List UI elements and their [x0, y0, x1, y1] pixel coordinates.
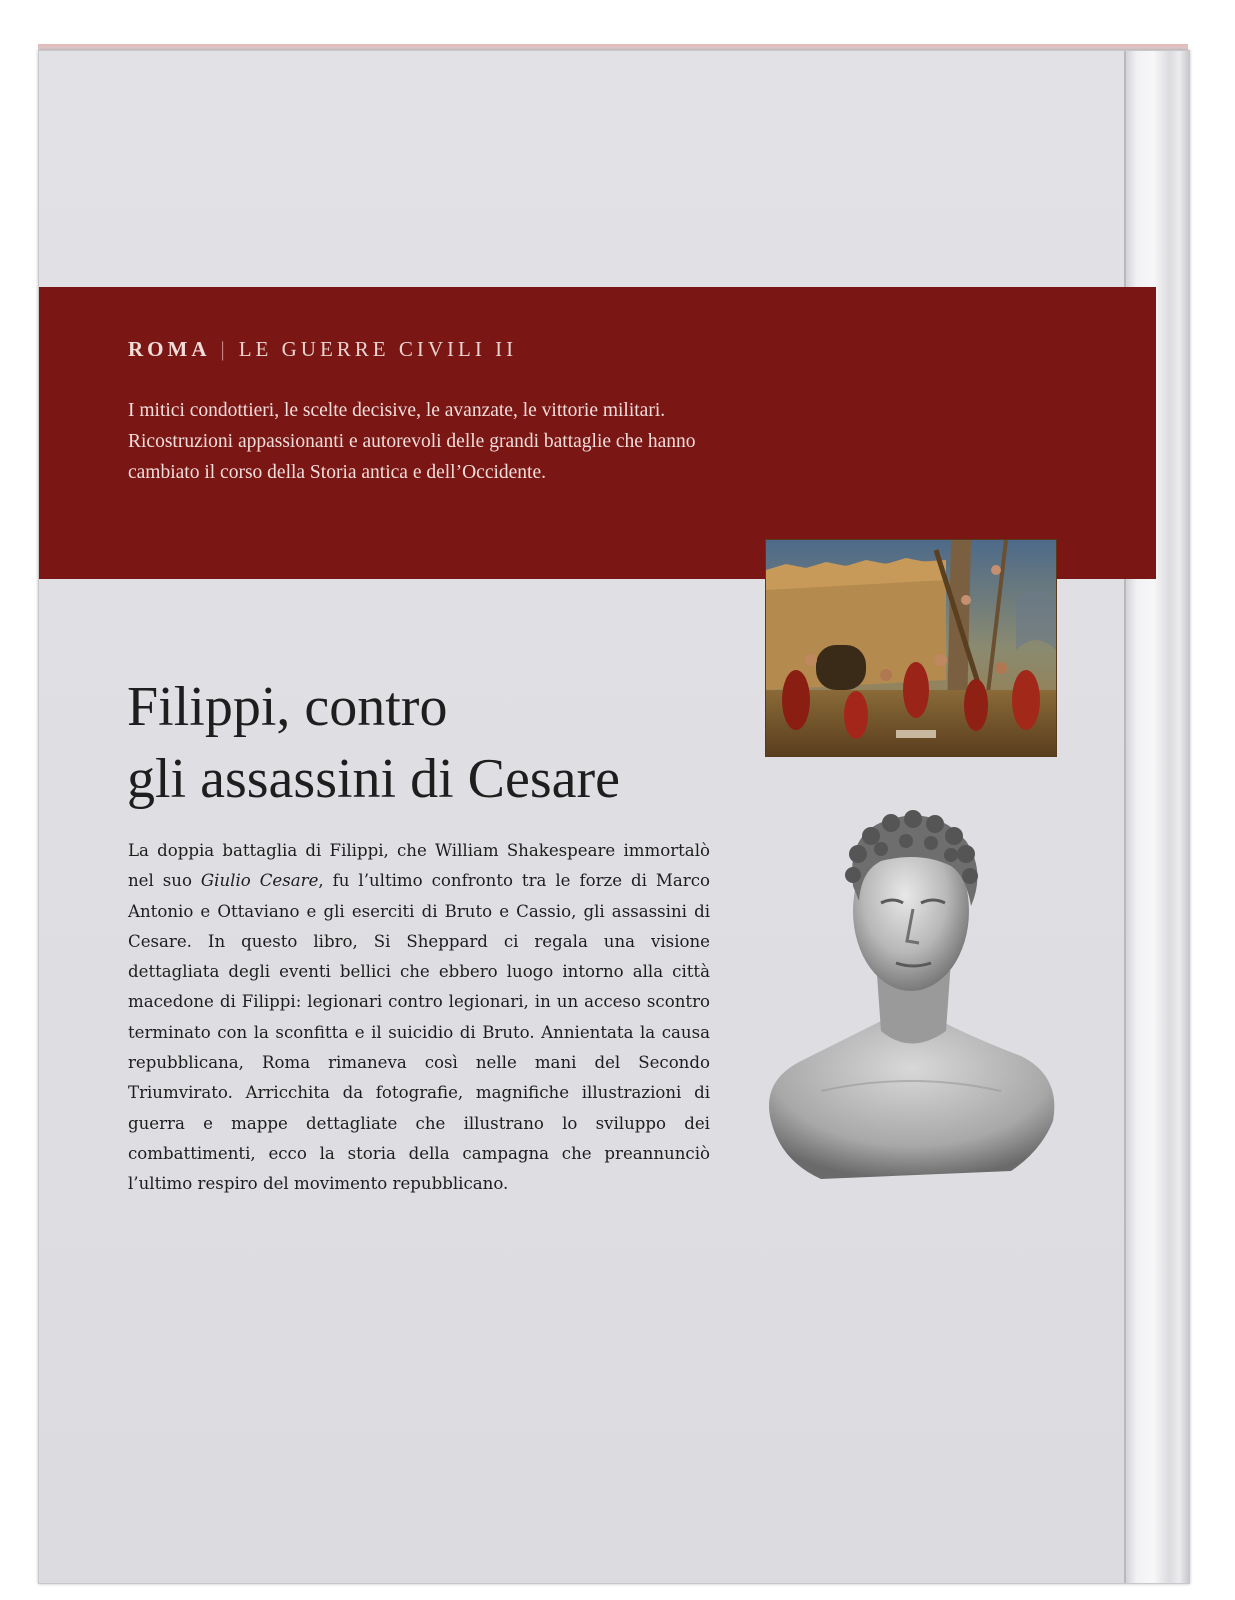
- series-subtitle: LE GUERRE CIVILI II: [238, 337, 518, 361]
- battle-painting-image: [765, 539, 1057, 757]
- description-paragraph: [128, 836, 710, 1200]
- title-line-2: gli assassini di Cesare: [127, 748, 621, 810]
- spine-hinge: [1124, 51, 1126, 1583]
- book-spine: [1124, 51, 1189, 1583]
- description-italic-title: Giulio Cesare: [200, 871, 319, 891]
- book-back-cover: [38, 50, 1190, 1584]
- marble-bust-image: [761, 791, 1061, 1191]
- series-heading: [128, 337, 517, 362]
- series-separator: |: [220, 337, 229, 361]
- book-title: [127, 671, 777, 815]
- description-text-2: , fu l’ultimo confronto tra le forze di Marco Antonio e Ottaviano e gli eserciti di Bruto e Cassio, gli assassini di Cesare. In questo libro, Si Sheppard ci regala una visione dettagliata degli eventi bellici che ebbero luogo intorno alla città macedone di Filippi: legionari contro legionari, in un acceso scontro terminato con la sconfitta e il suicidio di Bruto. Annientata la causa repubblicana, Roma rimaneva così nelle mani del Secondo Triumvirato. Arricchita da fotografie, magnifiche illustrazioni di guerra e mappe dettagliate che illustrano lo sviluppo dei combattimenti, ecco la storia della campagna che preannunciò l’ultimo respiro del movimento repubblicano.: [128, 871, 710, 1194]
- description-text-1: La doppia battaglia di Filippi, che William Shakespeare immortalò nel suo: [128, 841, 710, 891]
- series-tagline: I mitici condottieri, le scelte decisive, le avanzate, le vittorie militari. Ricostruzioni appassionanti e autorevoli delle grandi battaglie che hanno cambiato il corso della Storia antica e dell’Occidente.: [128, 400, 696, 483]
- title-line-1: Filippi, contro: [127, 676, 448, 738]
- series-name: ROMA: [128, 337, 211, 361]
